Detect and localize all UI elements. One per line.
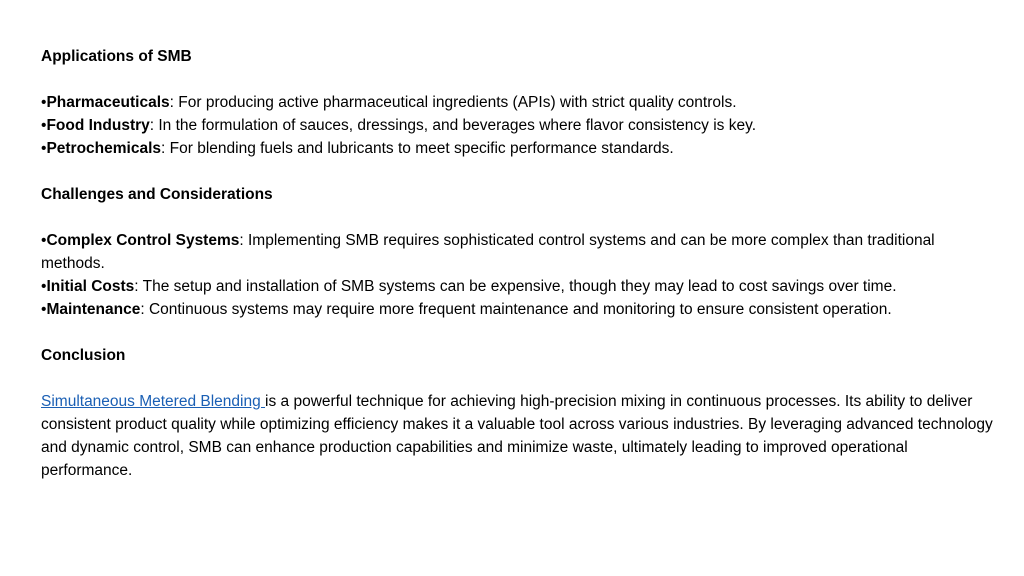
item-term: Complex Control Systems [46, 232, 240, 249]
item-term: Pharmaceuticals [46, 94, 170, 111]
spacer [41, 160, 1001, 183]
item-text: : In the formulation of sauces, dressings, and beverages where flavor consistency is key. [149, 117, 757, 134]
slide-content [41, 45, 1001, 482]
list-item-initial-costs [41, 275, 1001, 298]
item-text: : Implementing SMB requires sophisticated control systems and can be more complex than traditional methods. [41, 232, 935, 272]
bullet: • [41, 117, 47, 134]
list-item-complex-control-systems [41, 229, 1001, 275]
spacer [41, 367, 1001, 390]
item-text: : For blending fuels and lubricants to meet specific performance standards. [161, 140, 674, 157]
list-item-pharmaceuticals [41, 91, 1001, 114]
bullet: • [41, 232, 47, 249]
bullet: • [41, 278, 47, 295]
item-term: Food Industry [46, 117, 150, 134]
item-term: Initial Costs [46, 278, 135, 295]
item-text: : For producing active pharmaceutical ingredients (APIs) with strict quality controls. [169, 94, 737, 111]
challenges-heading: Challenges and Considerations [41, 186, 273, 203]
item-text: : The setup and installation of SMB systems can be expensive, though they may lead to cost savings over time. [134, 278, 897, 295]
conclusion-paragraph [41, 390, 1001, 482]
spacer [41, 321, 1001, 344]
spacer [41, 206, 1001, 229]
conclusion-body: is a powerful technique for achieving high-precision mixing in continuous processes. Its ability to deliver consistent product quality while optimizing efficiency makes it a valuable tool across various industries. By leveraging advanced technology and dynamic control, SMB can enhance production capabilities and minimize waste, ultimately leading to improved operational performance. [41, 393, 993, 479]
spacer [41, 68, 1001, 91]
item-term: Petrochemicals [46, 140, 162, 157]
list-item-maintenance [41, 298, 1001, 321]
conclusion-heading: Conclusion [41, 347, 126, 364]
bullet: • [41, 301, 47, 318]
list-item-petrochemicals [41, 137, 1001, 160]
item-term: Maintenance [46, 301, 141, 318]
applications-heading: Applications of SMB [41, 48, 192, 65]
bullet: • [41, 94, 47, 111]
smb-link[interactable]: Simultaneous Metered Blending [41, 393, 266, 410]
bullet: • [41, 140, 47, 157]
list-item-food-industry [41, 114, 1001, 137]
item-text: : Continuous systems may require more frequent maintenance and monitoring to ensure consistent operation. [140, 301, 892, 318]
